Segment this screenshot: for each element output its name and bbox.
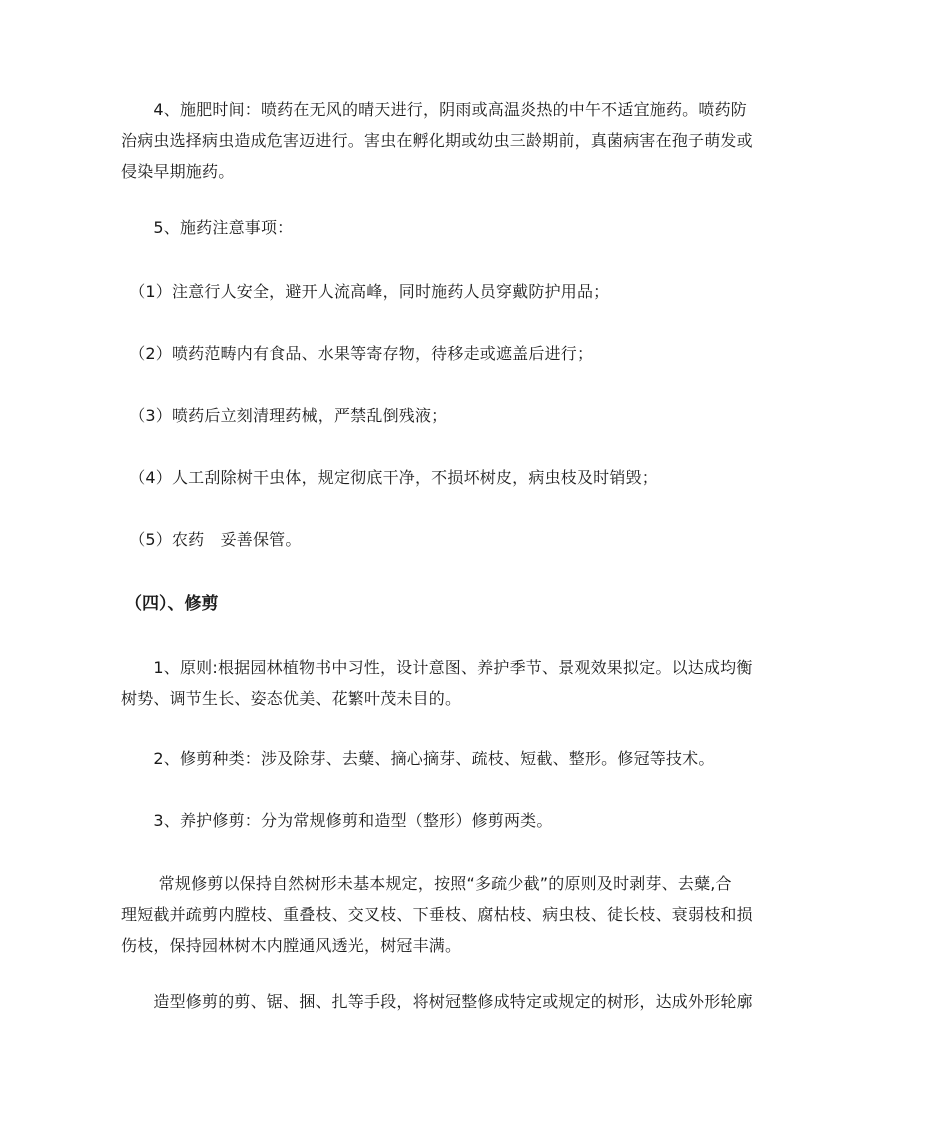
pruning-principle-paragraph (121, 652, 833, 714)
fertilize-time-paragraph (121, 94, 833, 187)
precautions-title: 5、施药注意事项： (121, 218, 294, 237)
paragraph-line: 常规修剪以保持自然树形未基本规定，按照“多疏少截”的原则及时剥芽、去糵,合 (121, 874, 732, 893)
paragraph-line: 1、原则:根据园林植物书中习性，设计意图、养护季节、景观效果拟定。以达成均衡 (121, 658, 753, 677)
precaution-item-5: （5）农药 妥善保管。 (121, 530, 302, 549)
paragraph-line: 治病虫选择病虫造成危害迈进行。害虫在孵化期或幼虫三龄期前，真菌病害在孢子萌发或 (121, 131, 753, 150)
precaution-item-1: （1）注意行人安全，避开人流高峰，同时施药人员穿戴防护用品； (121, 282, 610, 301)
routine-pruning-paragraph (121, 868, 833, 961)
paragraph-line: 树势、调节生长、姿态优美、花繁叶茂未目的。 (121, 689, 462, 708)
pruning-heading: （四）、修剪 (125, 594, 219, 614)
shaping-pruning-paragraph (121, 986, 833, 1017)
pruning-types-paragraph: 2、修剪种类：涉及除芽、去糵、摘心摘芽、疏枝、短截、整形。修冠等技术。 (121, 749, 715, 768)
paragraph-line: 侵染早期施药。 (121, 162, 235, 181)
paragraph-line: 理短截并疏剪内膛枝、重叠枝、交叉枝、下垂枝、腐枯枝、病虫枝、徒长枝、衰弱枝和损 (121, 905, 753, 924)
precaution-item-2: （2）喷药范畴内有食品、水果等寄存物，待移走或遮盖后进行； (121, 344, 594, 363)
precaution-item-3: （3）喷药后立刻清理药械，严禁乱倒残液； (121, 406, 448, 425)
precaution-item-4: （4）人工刮除树干虫体，规定彻底干净，不损坏树皮，病虫枝及时销毁； (121, 468, 658, 487)
paragraph-line: 造型修剪的剪、锯、捆、扎等手段，将树冠整修成特定或规定的树形，达成外形轮廓 (121, 992, 753, 1011)
paragraph-line: 4、施肥时间：喷药在无风的晴天进行，阴雨或高温炎热的中午不适宜施药。喷药防 (121, 100, 747, 119)
maintenance-pruning-paragraph: 3、养护修剪：分为常规修剪和造型（整形）修剪两类。 (121, 811, 553, 830)
paragraph-line: 伤枝，保持园林树木内膛通风透光，树冠丰满。 (121, 936, 462, 955)
